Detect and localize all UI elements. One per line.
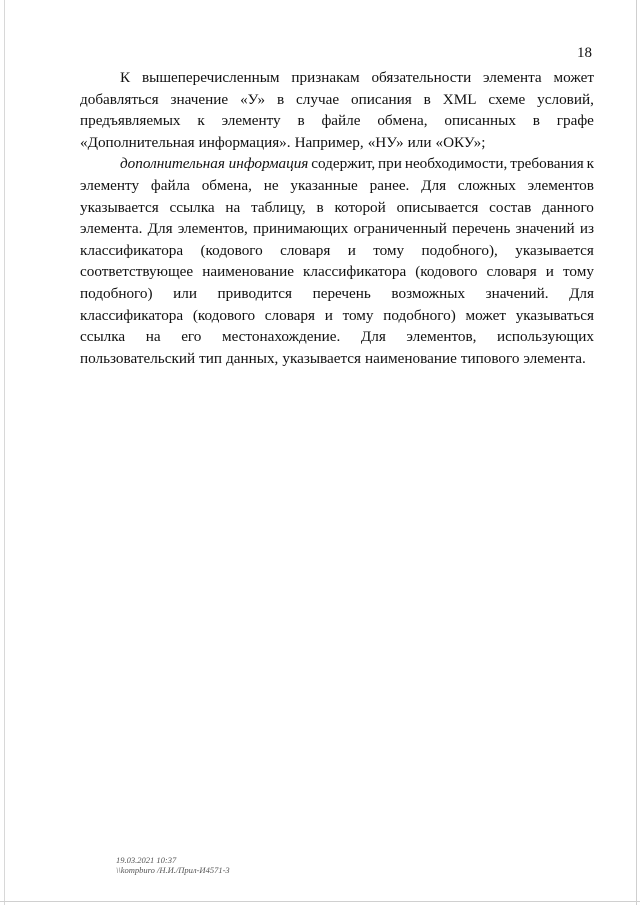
word: данного	[542, 198, 594, 216]
word: описывается	[396, 198, 479, 216]
word: предъявляемых	[80, 112, 181, 130]
word: элементов,	[177, 220, 248, 238]
word: из	[579, 220, 594, 238]
word: содержит,	[311, 155, 376, 173]
word: файла	[150, 176, 190, 194]
word: наименование	[202, 263, 294, 281]
word: соответствующее	[80, 263, 194, 281]
word: добавляться	[80, 90, 159, 108]
word: тип	[199, 349, 223, 367]
word: схеме	[488, 90, 526, 108]
word: в	[316, 198, 324, 216]
word: «НУ»	[367, 133, 404, 151]
italic-term: дополнительная информация	[120, 155, 309, 173]
word: указанные	[290, 176, 358, 194]
text-line	[80, 197, 594, 219]
word: описания	[351, 90, 412, 108]
word: подобного)	[383, 306, 456, 324]
scan-border-left	[4, 0, 5, 905]
footer-file-path: \\kompburo /Н.И./Прил-И4571-3	[116, 865, 230, 875]
text-line	[80, 153, 594, 175]
word: тому	[562, 263, 594, 281]
word: элементов,	[406, 328, 477, 346]
footer-timestamp: 19.03.2021 10:37	[116, 855, 177, 865]
word: перечень	[452, 220, 511, 238]
word: состав	[489, 198, 532, 216]
word: на	[145, 328, 161, 346]
word: описанных	[444, 112, 516, 130]
word: вышеперечисленным	[141, 69, 280, 86]
word: типового	[460, 349, 520, 367]
word: на	[225, 198, 241, 216]
word: данных,	[226, 349, 279, 367]
word: значение	[170, 90, 229, 108]
word: ссылка	[169, 198, 215, 216]
word: которой	[334, 198, 386, 216]
word: ранее.	[369, 176, 410, 194]
word: словаря	[280, 241, 331, 259]
word: классификатора	[303, 263, 407, 281]
text-line	[80, 261, 594, 283]
word: указывается	[282, 349, 362, 367]
word: обмена,	[201, 176, 252, 194]
word: элемента.	[80, 220, 143, 238]
word: классификатора	[80, 241, 184, 259]
word: использующих	[497, 328, 594, 346]
word: принимающих	[253, 220, 349, 238]
word: случае	[296, 90, 340, 108]
word: ссылка	[80, 328, 126, 346]
word: Для	[360, 328, 386, 346]
word: или	[173, 284, 197, 302]
word: и	[324, 306, 333, 324]
word: элементу	[80, 176, 140, 194]
word: обмена,	[377, 112, 428, 130]
word: (кодового	[200, 241, 263, 259]
scan-border-right	[636, 0, 637, 905]
footer-stamp	[116, 855, 230, 875]
word: приводится	[217, 284, 293, 302]
text-line	[80, 283, 594, 305]
body-text	[80, 67, 594, 369]
word: не	[263, 176, 279, 194]
word: тому	[342, 306, 374, 324]
word: его	[181, 328, 202, 346]
word: значений.	[485, 284, 549, 302]
word: и	[347, 241, 356, 259]
word: классификатора	[80, 306, 184, 324]
word: возможных	[391, 284, 466, 302]
word: необходимости,	[404, 155, 508, 173]
word: (кодового	[192, 306, 256, 324]
word: словаря	[486, 263, 537, 281]
word: в	[532, 112, 540, 130]
word: перечень	[312, 284, 371, 302]
word: в	[276, 90, 285, 108]
word: элемента	[483, 69, 542, 86]
text-line	[80, 348, 594, 370]
word: указывается	[80, 198, 159, 216]
word: к	[197, 112, 205, 130]
word: местонахождение.	[221, 328, 341, 346]
word: элемента.	[523, 349, 586, 367]
word: тому	[373, 241, 405, 259]
word: ограниченный	[353, 220, 447, 238]
text-line	[80, 132, 594, 154]
page-number: 18	[577, 45, 592, 61]
word: подобного),	[421, 241, 498, 259]
text-line	[80, 67, 594, 89]
word: таблицу,	[251, 198, 306, 216]
word: XML	[442, 90, 477, 108]
word: Для	[569, 284, 594, 302]
word: требования	[510, 155, 584, 173]
text-line	[80, 218, 594, 240]
word: элементу	[221, 112, 281, 130]
scan-border-bottom	[0, 901, 640, 902]
word: пользовательский	[80, 349, 196, 367]
word: или	[407, 133, 432, 151]
text-line	[80, 89, 594, 111]
word: в	[297, 112, 305, 130]
word: может	[553, 69, 594, 86]
word: Для	[147, 220, 173, 238]
word: сложных	[457, 176, 516, 194]
text-line	[80, 305, 594, 327]
text-line	[80, 175, 594, 197]
word: условий,	[537, 90, 594, 108]
word: элементов	[527, 176, 594, 194]
text-line	[80, 326, 594, 348]
word: наименование	[365, 349, 457, 367]
word: Например,	[294, 133, 364, 151]
word: указываться	[515, 306, 594, 324]
word: Для	[421, 176, 447, 194]
text-line	[80, 240, 594, 262]
word: обязательности	[371, 69, 472, 86]
word: «ОКУ»;	[435, 133, 486, 151]
word: к	[586, 155, 594, 173]
word: словаря	[264, 306, 316, 324]
word: «У»	[240, 90, 266, 108]
word: К	[120, 69, 131, 86]
word: (кодового	[415, 263, 478, 281]
word: информация».	[198, 133, 291, 151]
word: признакам	[291, 69, 360, 86]
word: при	[378, 155, 402, 173]
word: «Дополнительная	[80, 133, 195, 151]
word: значений	[515, 220, 575, 238]
word: и	[545, 263, 554, 281]
word: указывается	[515, 241, 594, 259]
word: подобного)	[80, 284, 153, 302]
word: может	[465, 306, 506, 324]
word: файле	[321, 112, 361, 130]
text-line	[80, 110, 594, 132]
word: в	[423, 90, 431, 108]
word: графе	[556, 112, 594, 130]
